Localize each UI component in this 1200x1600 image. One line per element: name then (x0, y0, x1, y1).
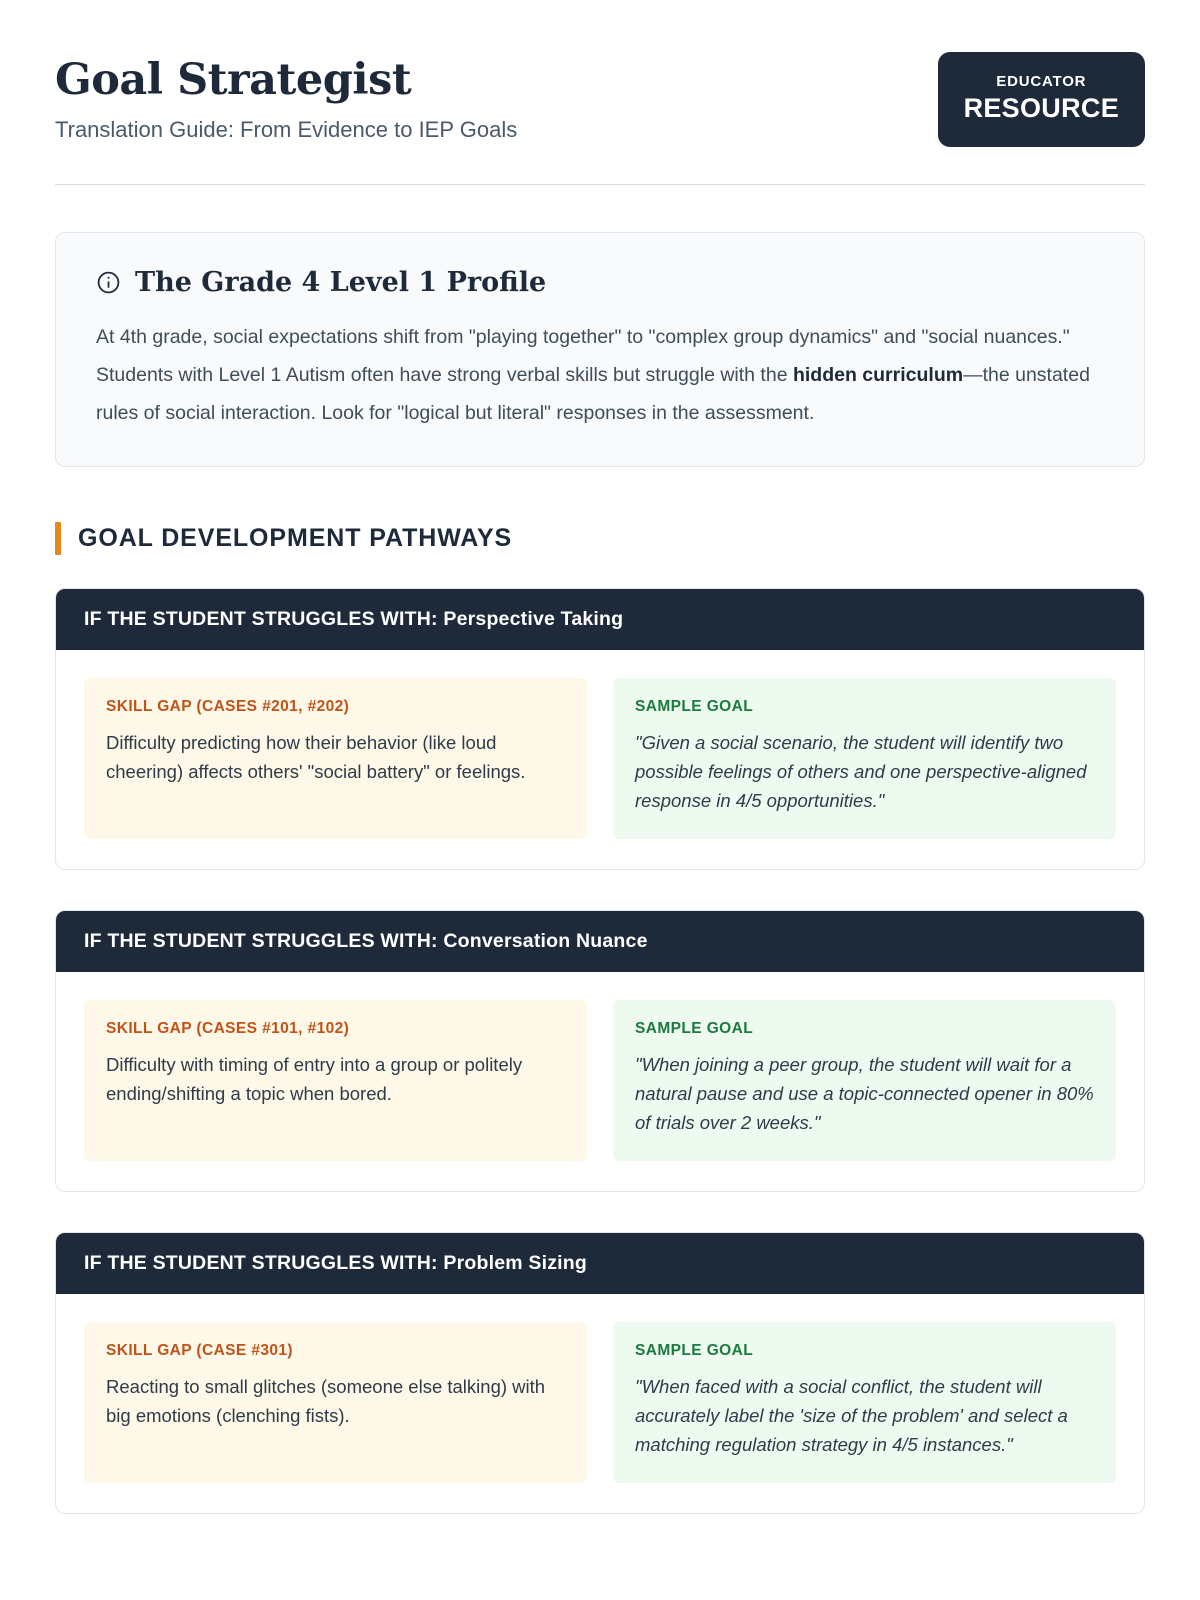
profile-body-part2: —the unstated rules of social interaction. Look for "logical but literal" responses in the assessment. (96, 364, 1090, 425)
sample-goal-label: SAMPLE GOAL (635, 1020, 754, 1038)
pathway-card (55, 1232, 1145, 1514)
page-subtitle: Translation Guide: From Evidence to IEP Goals (55, 117, 518, 143)
section-title: GOAL DEVELOPMENT PATHWAYS (78, 524, 513, 553)
pathway-card-header (56, 911, 1144, 972)
skill-gap-text: Difficulty predicting how their behavior (like loud cheering) affects others' "social battery" or feelings. (106, 732, 526, 782)
educator-resource-badge (938, 52, 1145, 147)
pathway-header-prefix: IF THE STUDENT STRUGGLES WITH: (84, 1252, 444, 1275)
pathway-header-topic: Perspective Taking (443, 608, 624, 631)
skill-gap-panel (84, 678, 587, 839)
pathway-card-body (56, 650, 1144, 869)
sample-goal-panel (613, 1000, 1116, 1161)
pathway-card-body (56, 972, 1144, 1191)
skill-gap-label: SKILL GAP (CASES #201, #202) (106, 698, 350, 716)
profile-body-part1: At 4th grade, social expectations shift from "playing together" to "complex group dynamics" and "social nuances." Students with Level 1 Autism often have strong verbal skills but struggle with the (96, 326, 1070, 387)
pathway-card (55, 910, 1145, 1192)
skill-gap-text: Reacting to small glitches (someone else talking) with big emotions (clenching fists). (106, 1376, 546, 1426)
profile-callout-header (96, 267, 1104, 299)
pathway-card-header (56, 1233, 1144, 1294)
header-divider (55, 184, 1145, 185)
badge-top-label: EDUCATOR (996, 73, 1087, 90)
profile-callout-body (96, 318, 1104, 432)
skill-gap-panel (84, 1322, 587, 1483)
skill-gap-panel (84, 1000, 587, 1161)
page-header (55, 52, 1145, 147)
sample-goal-text: "Given a social scenario, the student will identify two possible feelings of others and one perspective-aligned response in 4/5 opportunities." (635, 732, 1087, 811)
sample-goal-label: SAMPLE GOAL (635, 698, 754, 716)
section-heading (55, 522, 1145, 555)
pathway-header-topic: Problem Sizing (443, 1252, 588, 1275)
badge-main-label: RESOURCE (963, 92, 1119, 123)
info-circle-icon (96, 270, 121, 295)
pathway-card-header (56, 589, 1144, 650)
profile-callout (55, 232, 1145, 467)
sample-goal-label: SAMPLE GOAL (635, 1342, 754, 1360)
profile-body-emphasis: hidden curriculum (792, 364, 964, 387)
pathway-header-prefix: IF THE STUDENT STRUGGLES WITH: (84, 930, 444, 953)
pathway-card (55, 588, 1145, 870)
skill-gap-label: SKILL GAP (CASES #101, #102) (106, 1020, 350, 1038)
pathway-header-prefix: IF THE STUDENT STRUGGLES WITH: (84, 608, 444, 631)
page-title: Goal Strategist (55, 55, 412, 105)
sample-goal-text: "When joining a peer group, the student will wait for a natural pause and use a topic-connected opener in 80% of trials over 2 weeks." (635, 1054, 1094, 1133)
sample-goal-panel (613, 678, 1116, 839)
skill-gap-text: Difficulty with timing of entry into a group or politely ending/shifting a topic when bored. (106, 1054, 523, 1104)
header-text-group (55, 52, 517, 144)
profile-callout-title: The Grade 4 Level 1 Profile (135, 267, 547, 299)
pathway-card-body (56, 1294, 1144, 1513)
skill-gap-label: SKILL GAP (CASE #301) (106, 1342, 293, 1360)
sample-goal-panel (613, 1322, 1116, 1483)
pathway-header-topic: Conversation Nuance (443, 930, 648, 953)
section-accent-bar (55, 522, 61, 555)
sample-goal-text: "When faced with a social conflict, the student will accurately label the 'size of the problem' and select a matching regulation strategy in 4/5 instances." (635, 1376, 1068, 1455)
